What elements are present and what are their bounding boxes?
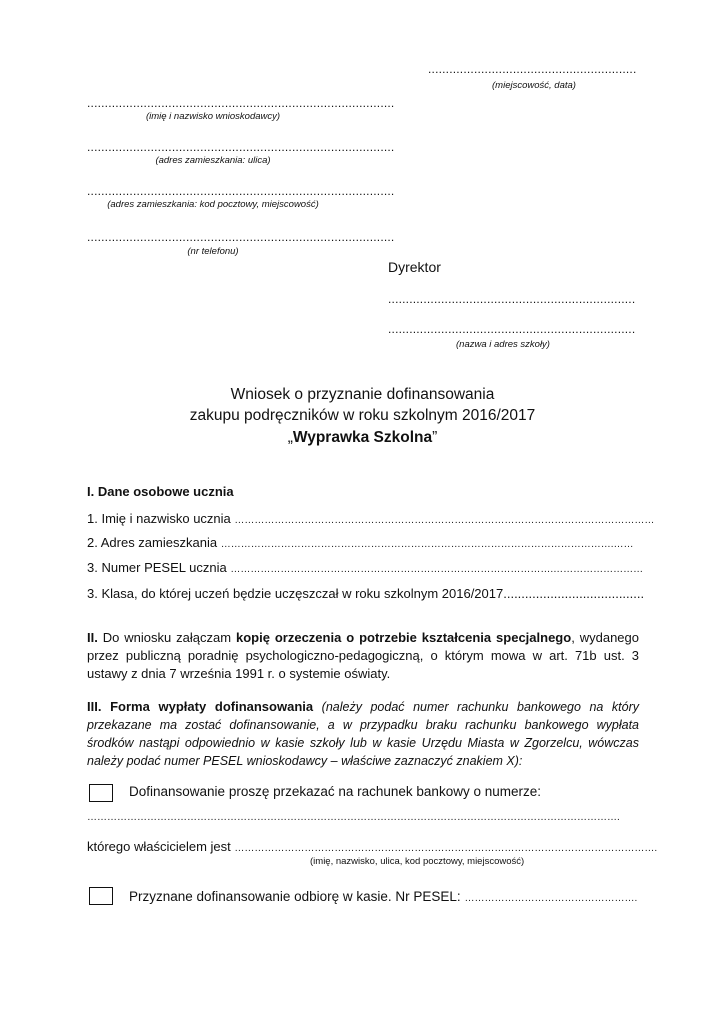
student-address-row bbox=[87, 535, 633, 550]
student-name-field[interactable]: ……………………………………………………………………………………………………………… bbox=[234, 515, 655, 526]
applicant-phone-line[interactable]: ....................................................................................... bbox=[87, 230, 395, 244]
cash-pickup-checkbox[interactable] bbox=[89, 887, 113, 905]
bank-transfer-label: Dofinansowanie proszę przekazać na rachunek bankowy o numerze: bbox=[129, 784, 541, 799]
applicant-street-caption: (adres zamieszkania: ulica) bbox=[155, 155, 271, 166]
bank-transfer-checkbox[interactable] bbox=[89, 784, 113, 802]
place-date-line[interactable]: ........................................................... bbox=[428, 62, 637, 76]
applicant-name-line[interactable]: ....................................................................................... bbox=[87, 96, 395, 110]
student-pesel-label: 3. Numer PESEL ucznia bbox=[87, 560, 227, 575]
applicant-street-line[interactable]: ....................................................................................... bbox=[87, 140, 395, 154]
applicant-phone-caption: (nr telefonu) bbox=[187, 246, 239, 257]
doc-title-line2: zakupu podręczników w roku szkolnym 2016/2017 bbox=[189, 407, 536, 424]
student-address-label: 2. Adres zamieszkania bbox=[87, 535, 218, 550]
pesel-field[interactable]: ……………………………………………. bbox=[464, 893, 638, 904]
cash-pickup-row bbox=[129, 889, 637, 904]
student-pesel-field[interactable]: …………………………………………………………………………………….……………………… bbox=[230, 564, 644, 575]
account-owner-caption: (imię, nazwisko, ulica, kod pocztowy, miejscowość) bbox=[310, 856, 525, 867]
applicant-postal-caption: (adres zamieszkania: kod pocztowy, miejscowość) bbox=[107, 199, 319, 210]
student-pesel-row bbox=[87, 560, 643, 575]
bank-account-field[interactable]: ……………………………………………………………………………………………………………………………………………. bbox=[87, 812, 620, 823]
cash-pickup-label: Przyznane dofinansowanie odbiorę w kasie. Nr PESEL: bbox=[129, 889, 461, 904]
doc-title-line1: Wniosek o przyznanie dofinansowania bbox=[230, 386, 495, 403]
student-address-field[interactable]: ……………………………………………………………………………………………………….…… bbox=[220, 539, 634, 550]
student-class-row bbox=[87, 586, 644, 601]
student-name-row bbox=[87, 511, 654, 526]
applicant-postal-line[interactable]: ....................................................................................... bbox=[87, 184, 395, 198]
recipient-title: Dyrektor bbox=[388, 259, 441, 275]
student-class-field[interactable]: ....................................... bbox=[503, 586, 645, 601]
school-name-line[interactable]: ...................................................................... bbox=[388, 292, 636, 306]
place-date-caption: (miejscowość, data) bbox=[492, 80, 576, 91]
student-name-label: 1. Imię i nazwisko ucznia bbox=[87, 511, 231, 526]
account-owner-row bbox=[87, 839, 657, 854]
student-class-label: 3. Klasa, do której uczeń będzie uczęszczał w roku szkolnym 2016/2017 bbox=[87, 586, 504, 601]
section2-paragraph: II. Do wniosku załączam kopię orzeczenia o potrzebie kształcenia specjalnego, wydanego przez publiczną poradnię psychologiczno-pedagogiczną, o którym mowa w art. 71b ust. 3 ustawy z dnia 7 września 1991 r. o systemie oświaty. bbox=[87, 630, 639, 681]
doc-title-line3: „Wyprawka Szkolna” bbox=[287, 429, 438, 446]
school-caption: (nazwa i adres szkoły) bbox=[456, 339, 550, 350]
section3-paragraph: III. Forma wypłaty dofinansowania (należy podać numer rachunku bankowego na który przekazane ma zostać dofinansowanie, a w przypadku braku rachunku bankowego wypłata środków nastąpi odpowiednio w kasie szkoły lub w kasie Urzędu Miasta w Zgorzelcu, wówczas należy podać numer PESEL wnioskodawcy – właściwe zaznaczyć znakiem X): bbox=[87, 699, 639, 768]
school-address-line[interactable]: ...................................................................... bbox=[388, 322, 636, 336]
account-owner-field[interactable]: ………………………………………………………………………………………………………………. bbox=[234, 843, 658, 854]
section1-heading: I. Dane osobowe ucznia bbox=[87, 484, 234, 499]
applicant-name-caption: (imię i nazwisko wnioskodawcy) bbox=[145, 111, 281, 122]
account-owner-label: którego właścicielem jest bbox=[87, 839, 231, 854]
